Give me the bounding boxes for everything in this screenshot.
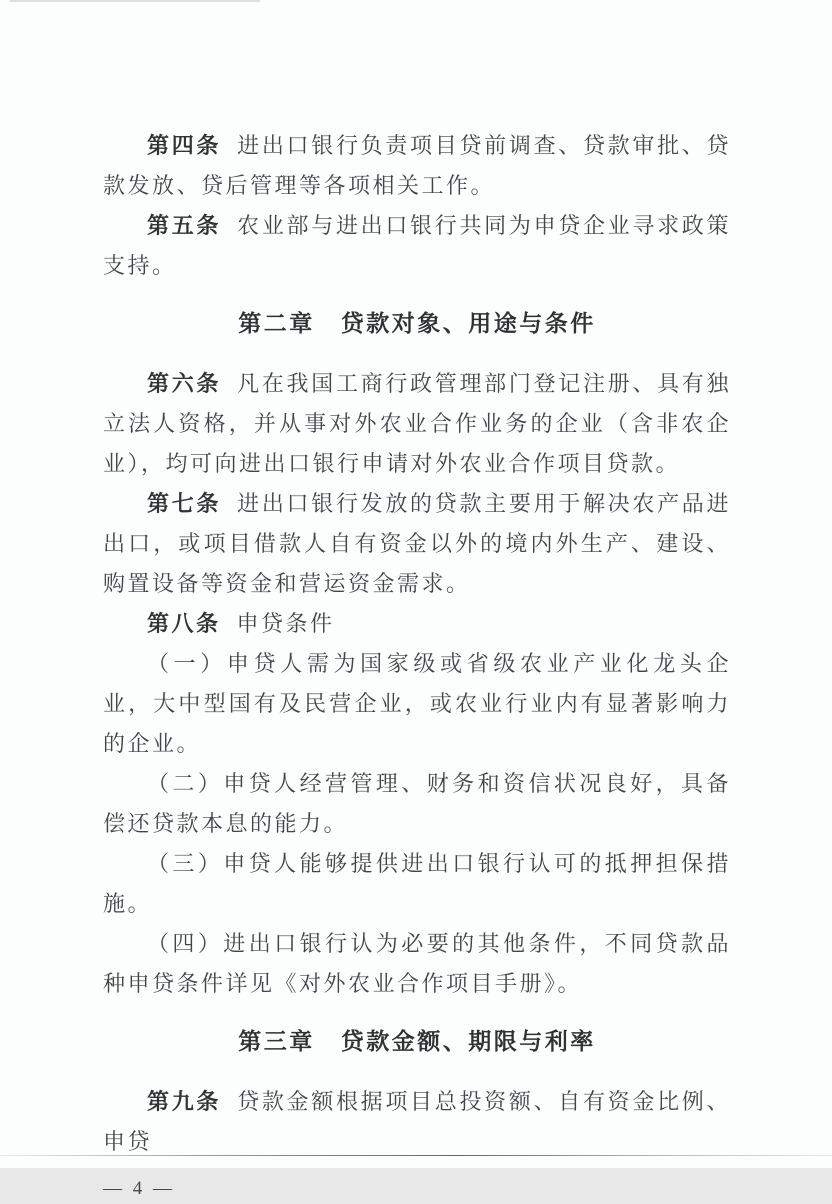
article-text: 凡在我国工商行政管理部门登记注册、具有独立法人资格，并从事对外农业合作业务的企业（含非农企业），均可向进出口银行申请对外农业合作项目贷款。 xyxy=(103,371,731,476)
list-item-paragraph: （二）申贷人经营管理、财务和资信状况良好，具备偿还贷款本息的能力。 xyxy=(103,771,731,836)
chapter-title: 贷款金额、期限与利率 xyxy=(340,1029,596,1054)
page-number: — 4 — xyxy=(103,1178,175,1199)
scan-artifact-bottom-edge xyxy=(0,1155,832,1156)
article-text: 农业部与进出口银行共同为申贷企业寻求政策支持。 xyxy=(103,213,731,278)
chapter-heading xyxy=(103,1022,731,1062)
article-number-label: 第六条 xyxy=(147,371,222,396)
article-paragraph xyxy=(103,1082,731,1162)
article-text: 进出口银行负责项目贷前调查、贷款审批、贷款发放、贷后管理等各项相关工作。 xyxy=(103,133,731,198)
article-paragraph xyxy=(103,604,731,644)
article-paragraph xyxy=(103,126,731,206)
chapter-heading xyxy=(103,304,731,344)
article-paragraph xyxy=(103,484,731,604)
list-item-paragraph: （一）申贷人需为国家级或省级农业产业化龙头企业，大中型国有及民营企业，或农业行业内有显著影响力的企业。 xyxy=(103,651,731,756)
article-number-label: 第五条 xyxy=(147,213,222,238)
article-number-label: 第七条 xyxy=(147,491,222,516)
article-number-label: 第九条 xyxy=(147,1089,222,1114)
chapter-number-label: 第二章 xyxy=(238,311,315,336)
article-text: 进出口银行发放的贷款主要用于解决农产品进出口，或项目借款人自有资金以外的境内外生产、建设、购置设备等资金和营运资金需求。 xyxy=(103,491,731,596)
list-item-paragraph: （四）进出口银行认为必要的其他条件，不同贷款品种申贷条件详见《对外农业合作项目手册》。 xyxy=(103,931,731,996)
chapter-title: 贷款对象、用途与条件 xyxy=(340,311,596,336)
scan-artifact-top-edge xyxy=(10,0,260,2)
article-number-label: 第四条 xyxy=(147,133,222,158)
article-paragraph xyxy=(103,364,731,484)
article-number-label: 第八条 xyxy=(147,611,221,636)
article-paragraph xyxy=(103,206,731,286)
article-text: 申贷条件 xyxy=(236,611,335,636)
article-text: 贷款金额根据项目总投资额、自有资金比例、申贷 xyxy=(103,1089,731,1154)
chapter-number-label: 第三章 xyxy=(238,1029,315,1054)
document-content xyxy=(103,126,731,1204)
list-item-paragraph: （三）申贷人能够提供进出口银行认可的抵押担保措施。 xyxy=(103,851,731,916)
